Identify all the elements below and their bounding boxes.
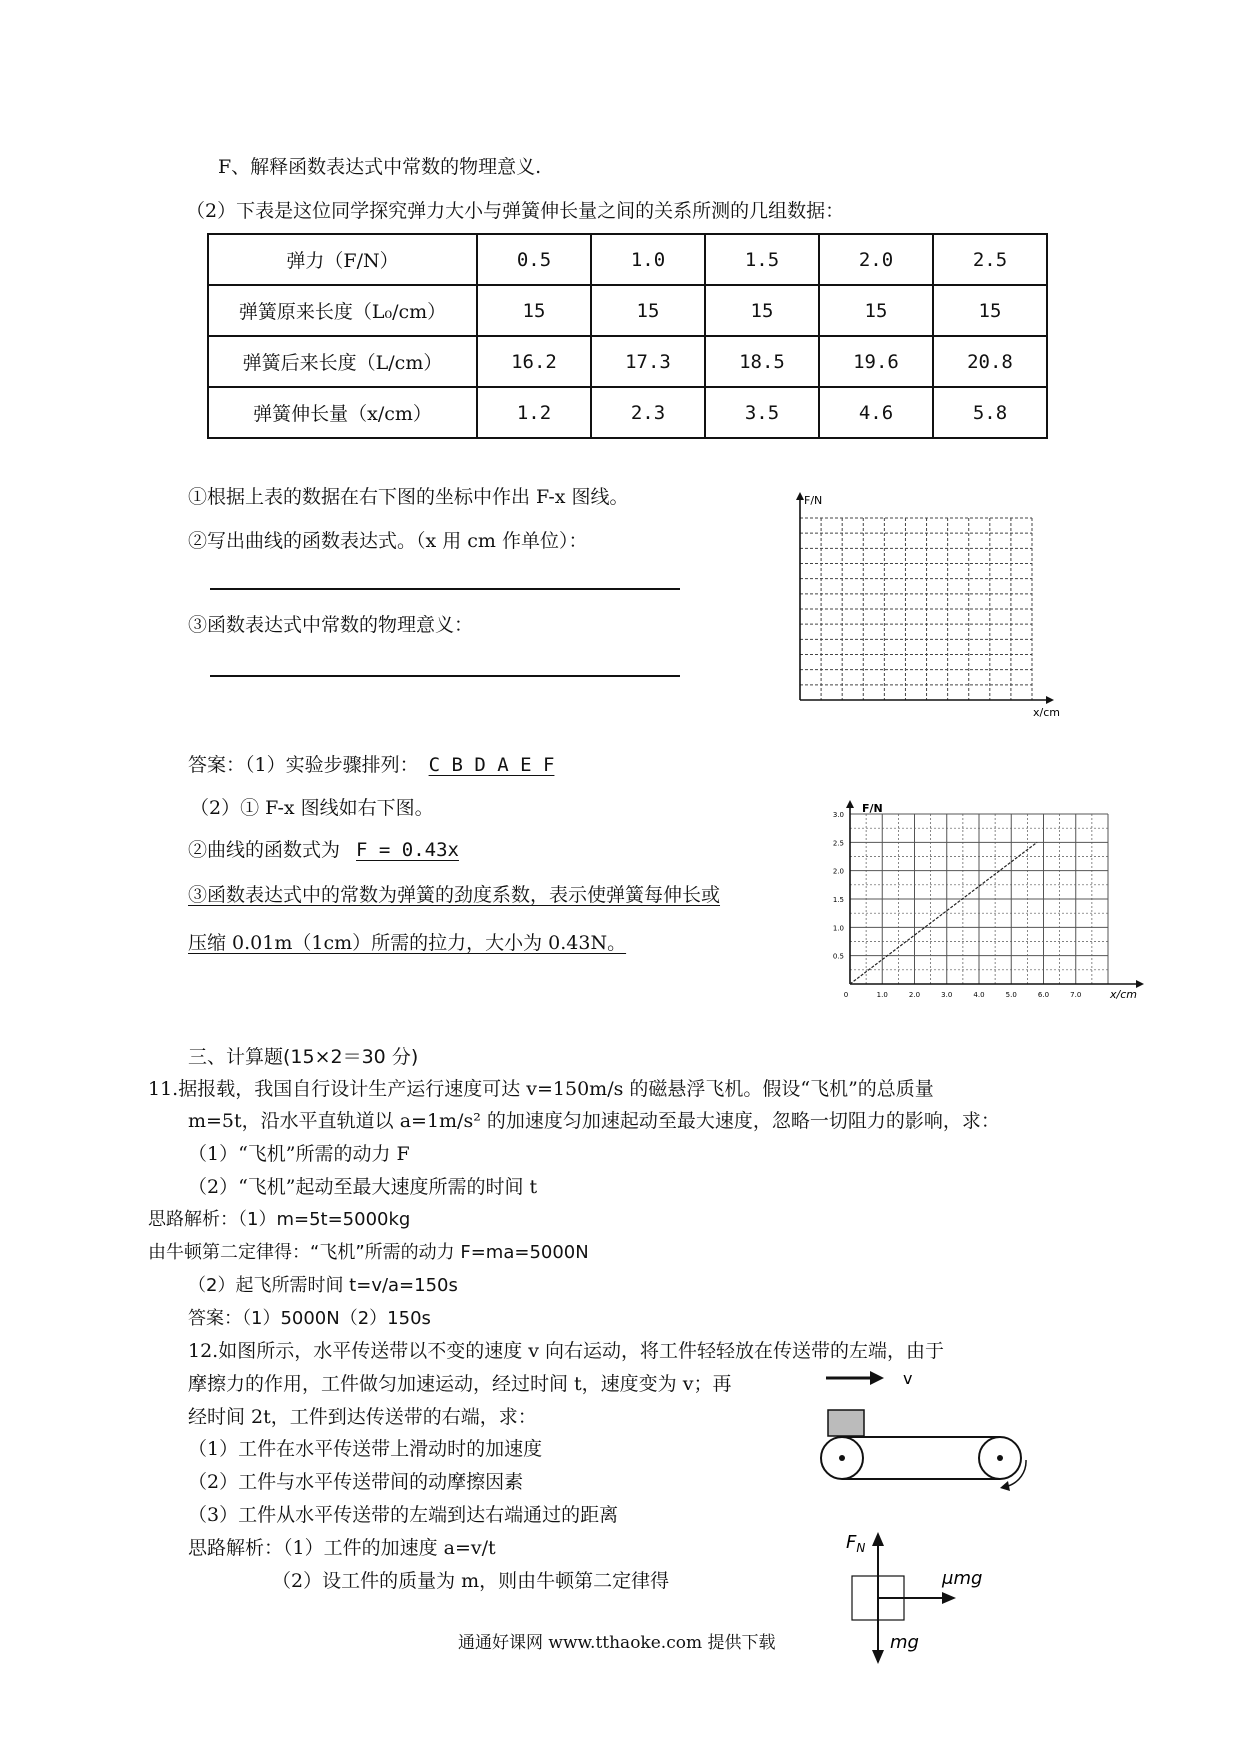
table-intro: （2）下表是这位同学探究弹力大小与弹簧伸长量之间的关系所测的几组数据：	[186, 200, 845, 222]
y-tick-label: 2.0	[832, 867, 844, 876]
answer-line	[188, 750, 564, 777]
q12-sub-3: （3）工件从水平传送带的左端到达右端通过的距离	[188, 1504, 619, 1526]
table-row	[208, 285, 1047, 336]
normal-force-label: $F_N$	[846, 1532, 866, 1555]
table-cell: 15	[819, 285, 933, 336]
chart-y-axis-arrowhead	[846, 800, 854, 808]
table-cell: 3.5	[705, 387, 819, 438]
y-tick-label: 1.5	[832, 896, 844, 904]
table-cell: 5.8	[933, 387, 1047, 438]
q12-line-3: 经时间 2t，工件到达传送带的右端，求：	[188, 1406, 537, 1428]
x-tick-label: 2.0	[908, 991, 921, 999]
data-table	[207, 233, 1048, 439]
q11-line-1: 11.据报载，我国自行设计生产运行速度可达 v=150m/s 的磁悬浮飞机。假设“飞机”的总质量	[148, 1078, 934, 1100]
meaning-line-2: 压缩 0.01m（1cm）所需的拉力，大小为 0.43N。	[188, 932, 627, 954]
table-cell: 20.8	[933, 336, 1047, 387]
x-axis-label: x/cm	[1033, 706, 1060, 719]
origin-tick-label: 0	[843, 991, 849, 999]
chart-xlabel: x/cm	[1110, 988, 1137, 1001]
table-cell: 2.5	[933, 234, 1047, 285]
table-row	[208, 234, 1047, 285]
footer-text: 通通好课网 www.tthaoke.com 提供下载	[458, 1633, 776, 1653]
table-cell: 16.2	[477, 336, 591, 387]
table-cell: 19.6	[819, 336, 933, 387]
x-tick-label: 4.0	[973, 991, 985, 999]
weight-arrowhead	[872, 1650, 884, 1664]
table-cell: 15	[705, 285, 819, 336]
table-row	[208, 387, 1047, 438]
table-cell: 15	[477, 285, 591, 336]
x-tick-label: 6.0	[1037, 991, 1050, 999]
answer-graph-line: （2）① F-x 图线如右下图。	[190, 797, 434, 819]
fx-chart	[820, 796, 1150, 1006]
row-label: 弹簧原来长度（L₀/cm）	[208, 285, 477, 336]
row-label: 弹力（F/N）	[208, 234, 477, 285]
conveyor-belt-diagram	[808, 1368, 1048, 1498]
formula-prefix: ②曲线的函数式为	[188, 839, 341, 861]
answer-prefix: 答案：（1）实验步骤排列：	[188, 754, 419, 776]
y-tick-label: 2.5	[832, 839, 844, 848]
velocity-label: v	[903, 1369, 913, 1388]
question-2: ②写出曲线的函数表达式。（x 用 cm 作单位）：	[188, 530, 588, 552]
velocity-arrowhead	[870, 1371, 884, 1385]
table-cell: 17.3	[591, 336, 705, 387]
table-row	[208, 336, 1047, 387]
q12-solution-1: 思路解析：（1）工件的加速度 a=v/t	[188, 1537, 496, 1559]
answer-blank	[210, 675, 680, 677]
q12-sub-1: （1）工件在水平传送带上滑动时的加速度	[188, 1438, 543, 1460]
q11-line-2: m=5t，沿水平直轨道以 a=1m/s² 的加速度匀加速起动至最大速度，忽略一切阻力的影响，求：	[188, 1110, 1000, 1132]
x-tick-label: 7.0	[1070, 991, 1082, 999]
row-label: 弹簧伸长量（x/cm）	[208, 387, 477, 438]
row-label: 弹簧后来长度（L/cm）	[208, 336, 477, 387]
table-cell: 1.0	[591, 234, 705, 285]
y-axis-label: F/N	[804, 494, 823, 507]
question-1: ①根据上表的数据在右下图的坐标中作出 F-x 图线。	[188, 486, 629, 508]
q11-answer: 答案：（1）5000N（2）150s	[188, 1308, 431, 1329]
table-cell: 4.6	[819, 387, 933, 438]
answer-blank	[210, 588, 680, 590]
x-tick-label: 1.0	[876, 991, 888, 999]
q11-sub-1: （1）“飞机”所需的动力 F	[188, 1143, 410, 1165]
x-tick-label: 5.0	[1005, 991, 1017, 999]
table-cell: 15	[933, 285, 1047, 336]
table-cell: 18.5	[705, 336, 819, 387]
table-cell: 2.0	[819, 234, 933, 285]
step-f-text: F、解释函数表达式中常数的物理意义.	[218, 156, 542, 178]
x-tick-label: 3.0	[941, 991, 953, 999]
q12-sub-2: （2）工件与水平传送带间的动摩擦因素	[188, 1471, 524, 1493]
section-heading: 三、计算题(15×2＝30 分)	[188, 1046, 419, 1068]
y-tick-label: 1.0	[832, 924, 844, 933]
table-cell: 1.5	[705, 234, 819, 285]
workpiece-block	[828, 1410, 864, 1436]
chart-ylabel: F/N	[862, 802, 883, 815]
table-cell: 15	[591, 285, 705, 336]
normal-force-arrowhead	[872, 1532, 884, 1546]
rotation-arrowhead	[1000, 1481, 1010, 1491]
force-diagram	[838, 1522, 1028, 1672]
friction-label: μmg	[942, 1568, 983, 1589]
q11-solution-1: 思路解析：（1）m=5t=5000kg	[148, 1209, 411, 1230]
y-tick-label: 3.0	[832, 811, 844, 819]
y-axis-arrowhead	[796, 492, 804, 500]
meaning-line-1: ③函数表达式中的常数为弹簧的劲度系数，表示使弹簧每伸长或	[188, 884, 721, 906]
left-pulley-axle	[839, 1455, 845, 1461]
q12-line-1: 12.如图所示，水平传送带以不变的速度 v 向右运动，将工件轻轻放在传送带的左端，由于	[188, 1340, 945, 1362]
x-axis-arrowhead	[1046, 696, 1054, 704]
table-cell: 0.5	[477, 234, 591, 285]
formula-line	[188, 835, 483, 862]
table-cell: 2.3	[591, 387, 705, 438]
right-pulley-axle	[997, 1455, 1003, 1461]
table-cell: 1.2	[477, 387, 591, 438]
question-3: ③函数表达式中常数的物理意义：	[188, 614, 474, 636]
q11-solution-3: （2）起飞所需时间 t=v/a=150s	[188, 1275, 458, 1296]
empty-graph	[780, 488, 1080, 720]
friction-arrowhead	[942, 1592, 956, 1604]
rotation-arrow	[1008, 1460, 1026, 1486]
y-tick-label: 0.5	[832, 952, 844, 961]
q12-line-2: 摩擦力的作用，工件做匀加速运动，经过时间 t，速度变为 v；再	[188, 1373, 732, 1395]
weight-label: mg	[890, 1632, 919, 1653]
q11-sub-2: （2）“飞机”起动至最大速度所需的时间 t	[188, 1176, 538, 1198]
answer-order: C B D A E F	[428, 754, 555, 776]
q12-solution-2: （2）设工件的质量为 m，则由牛顿第二定律得	[272, 1570, 670, 1592]
formula: F = 0.43x	[356, 839, 459, 861]
q11-solution-2: 由牛顿第二定律得：“飞机”所需的动力 F=ma=5000N	[148, 1242, 589, 1263]
chart-x-axis-arrowhead	[1136, 980, 1144, 988]
